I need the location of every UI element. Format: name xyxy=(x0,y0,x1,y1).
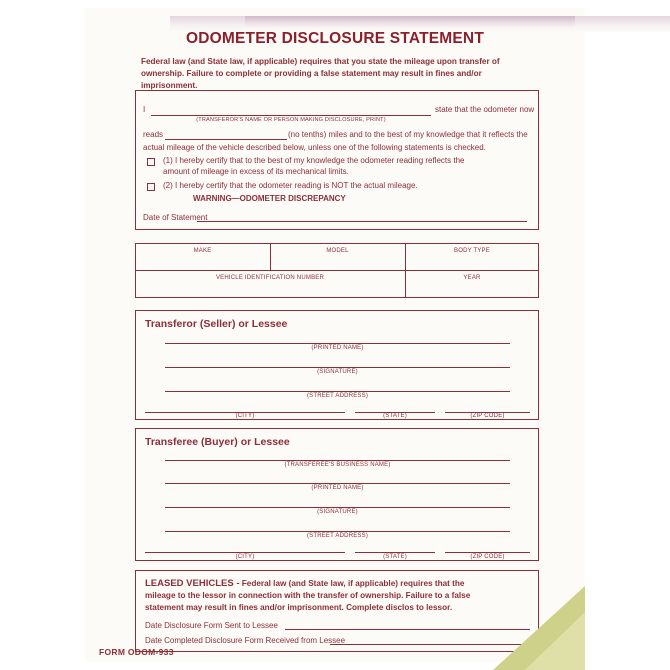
transferor-street-line xyxy=(165,391,510,392)
date-received-label: Date Completed Disclosure Form Received from Lessee xyxy=(145,636,346,645)
date-of-statement-line xyxy=(197,221,527,222)
no-tenths-text: (no tenths) miles and to the best of my knowledge that it reflects the xyxy=(288,130,528,139)
page-title: ODOMETER DISCLOSURE STATEMENT xyxy=(185,30,484,47)
model-caption: MODEL xyxy=(326,248,349,254)
form-code: FORM ODOM-933 xyxy=(99,647,174,657)
transferee-city-line xyxy=(145,552,345,553)
vin-caption: VEHICLE IDENTIFICATION NUMBER xyxy=(215,275,325,281)
transferee-business-name-caption: (TRANSFEREE'S BUSINESS NAME) xyxy=(284,462,391,468)
leased-vehicles-title: LEASED VEHICLES - xyxy=(145,578,240,589)
transferee-heading: Transferee (Buyer) or Lessee xyxy=(145,436,290,448)
date-sent-label: Date Disclosure Form Sent to Lessee xyxy=(145,621,278,630)
transferor-name-line xyxy=(151,115,431,116)
transferor-signature-line xyxy=(165,367,510,368)
transferor-name-caption: (TRANSFEROR'S NAME OR PERSON MAKING DISCLOSURE, PRINT) xyxy=(196,117,386,123)
transferee-printed-name-line xyxy=(165,483,510,484)
transferee-zip-line xyxy=(445,552,530,553)
check2-text: (2) I hereby certify that the odometer reading is NOT the actual mileage. xyxy=(163,181,418,190)
year-caption: YEAR xyxy=(463,275,481,281)
paper-top-smudge-dark xyxy=(245,16,575,27)
warning-text: WARNING—ODOMETER DISCREPANCY xyxy=(193,194,346,203)
form-sheet xyxy=(85,8,585,662)
transferee-state-line xyxy=(355,552,435,553)
carbon-corner-fold-inner xyxy=(525,612,585,670)
transferor-signature-caption: (SIGNATURE) xyxy=(317,369,358,375)
transferee-street-line xyxy=(165,531,510,532)
transferee-business-name-line xyxy=(165,460,510,461)
leased-vehicles-paragraph xyxy=(145,577,485,614)
intro-paragraph: Federal law (and State law, if applicable) requires that you state the mileage upon transfer of ownership. Failure to complete or providing a false statement may result in fines and/or imprisonment. xyxy=(141,57,500,90)
transferor-city-caption: (CITY) xyxy=(235,413,255,419)
reads-label: reads xyxy=(143,130,164,139)
state-that-text: state that the odometer now xyxy=(435,105,535,114)
actual-mileage-text: actual mileage of the vehicle described below, unless one of the following statements is checked. xyxy=(143,143,486,152)
transferee-signature-line xyxy=(165,507,510,508)
i-label: I xyxy=(143,105,146,114)
transferee-zip-caption: (ZIP CODE) xyxy=(470,554,505,560)
transferor-printed-name-caption: (PRINTED NAME) xyxy=(311,345,364,351)
make-caption: MAKE xyxy=(193,248,212,254)
transferee-city-caption: (CITY) xyxy=(235,554,255,560)
transferee-state-caption: (STATE) xyxy=(383,554,407,560)
transferor-street-caption: (STREET ADDRESS) xyxy=(306,393,369,399)
checkbox-2[interactable] xyxy=(147,183,155,191)
check1-text: (1) I hereby certify that to the best of my knowledge the odometer reading reflects the amount of mileage in excess of its mechanical limits. xyxy=(163,156,465,176)
transferor-zip-caption: (ZIP CODE) xyxy=(470,413,505,419)
body-type-caption: BODY TYPE xyxy=(454,248,490,254)
checkbox-1[interactable] xyxy=(147,158,155,166)
transferor-printed-name-line xyxy=(165,343,510,344)
vehicle-table-midline xyxy=(135,270,539,271)
date-of-statement-label: Date of Statement xyxy=(143,213,208,222)
leased-vehicles-body: Federal law (and State law, if applicable) requires that the mileage to the lessor in connection with the transfer of ownership. Failure to a false statement may result in fines and/or imprisonment. Complete disclos to lessor. xyxy=(145,579,471,613)
transferee-street-caption: (STREET ADDRESS) xyxy=(306,533,369,539)
transferor-state-caption: (STATE) xyxy=(383,413,407,419)
transferor-heading: Transferor (Seller) or Lessee xyxy=(145,318,288,330)
transferee-signature-caption: (SIGNATURE) xyxy=(317,509,358,515)
reads-line xyxy=(165,139,287,140)
transferee-printed-name-caption: (PRINTED NAME) xyxy=(311,485,364,491)
